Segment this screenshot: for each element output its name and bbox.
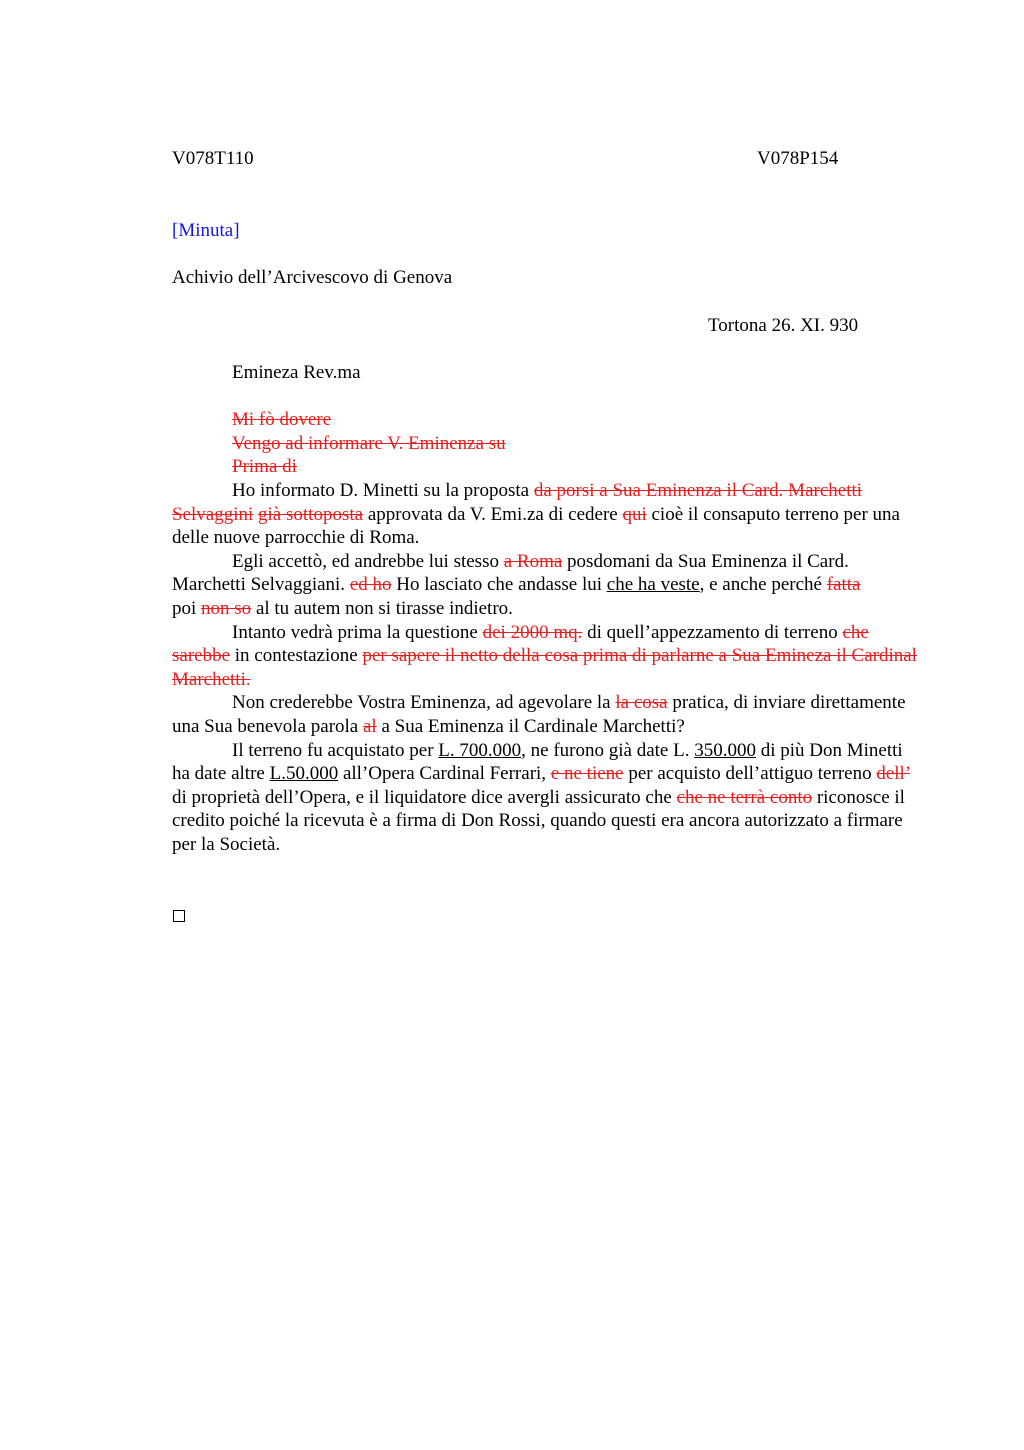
text: a Sua Eminenza il Cardinale Marchetti?: [376, 715, 685, 737]
deleted-text: per sapere il netto della cosa prima di parlarne a Sua Emineza il Cardinal Marchetti.: [172, 645, 917, 690]
deleted-text: a Roma: [503, 550, 563, 572]
deleted-text: dell’: [876, 763, 910, 785]
paragraph-3: [172, 621, 924, 692]
editorial-note: [Minuta]: [172, 220, 240, 241]
deleted-text: qui: [622, 503, 647, 525]
text: pratica, di inviare direttamente una Sua benevola parola: [172, 692, 906, 737]
empty-square-icon: [173, 910, 185, 922]
struck-line: Vengo ad informare V. Eminenza su: [232, 432, 506, 454]
text: di più Don Minetti ha date altre: [172, 739, 903, 785]
text: in contestazione: [230, 645, 363, 667]
text: Intanto vedrà prima la questione: [232, 621, 483, 643]
text: di proprietà dell’Opera, e il liquidatore dice avergli assicurato che: [172, 786, 677, 808]
underlined-text: 350.000: [694, 739, 756, 761]
deleted-text: al: [362, 715, 377, 737]
text: all’Opera Cardinal Ferrari,: [338, 763, 551, 785]
deleted-text: e ne tiene: [550, 763, 624, 785]
underlined-text: L.50.000: [269, 763, 339, 785]
deleted-text: da porsi a Sua Eminenza il Card. Marchetti Selvaggini: [172, 480, 863, 525]
text: , e anche perché: [699, 574, 827, 596]
deleted-text: che sarebbe: [172, 621, 869, 667]
text: Ho lasciato che andasse lui: [391, 574, 607, 596]
deleted-text: già sottoposta: [258, 503, 364, 525]
text: per acquisto dell’attiguo terreno: [623, 763, 877, 785]
paragraph-5: [172, 739, 924, 857]
archive-source: Achivio dell’Arcivescovo di Genova: [172, 267, 453, 288]
struck-line: Mi fò dovere: [232, 409, 332, 430]
text: Non crederebbe Vostra Eminenza, ad agevolare la: [232, 692, 616, 714]
deleted-text: la cosa: [615, 692, 668, 714]
text: posdomani da Sua Eminenza il Card. Marchetti Selvaggiani.: [172, 550, 849, 596]
paragraph-1: [172, 479, 924, 550]
deleted-text: non so: [201, 597, 252, 619]
underlined-text: che ha veste: [606, 574, 700, 596]
paragraph-4: [172, 691, 924, 738]
salutation: Emineza Rev.ma: [232, 362, 361, 383]
text: Egli accettò, ed andrebbe lui stesso: [232, 550, 504, 572]
underlined-text: L. 700.000: [438, 739, 522, 761]
text: al tu autem non si tirasse indietro.: [251, 597, 513, 619]
text: Ho informato D. Minetti su la proposta: [232, 480, 534, 501]
text: di quell’appezzamento di terreno: [582, 621, 843, 643]
text: poi: [172, 597, 202, 619]
text: riconosce il credito poiché la ricevuta è a firma di Don Rossi, quando questi era ancora autorizzato a firmare per la Società.: [172, 786, 905, 855]
text: , ne furono già date L.: [521, 739, 695, 761]
letter-body: [172, 479, 924, 857]
struck-opening-lines: [232, 408, 506, 479]
text: approvata da V. Emi.za di cedere: [363, 503, 623, 525]
dateline: Tortona 26. XI. 930: [708, 315, 859, 336]
text: Il terreno fu acquistato per: [232, 739, 439, 761]
text: cioè il consaputo terreno per una delle nuove parrocchie di Roma.: [172, 503, 900, 549]
paragraph-2: [172, 550, 924, 621]
reference-code-right: V078P154: [757, 148, 839, 169]
struck-line: Prima di: [232, 456, 297, 478]
deleted-text: fatta: [826, 574, 861, 596]
deleted-text: ed ho: [349, 574, 392, 596]
deleted-text: dei 2000 mq.: [482, 621, 583, 643]
deleted-text: che ne terrà conto: [676, 786, 813, 808]
reference-code-left: V078T110: [172, 148, 254, 169]
